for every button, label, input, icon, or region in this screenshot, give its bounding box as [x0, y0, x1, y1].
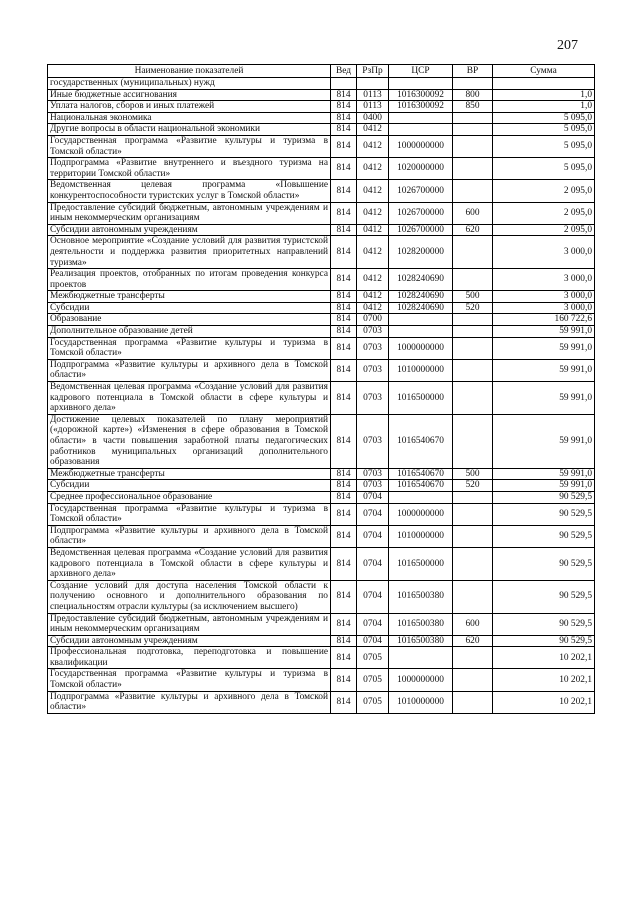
cell-name: государственных (муниципальных) нужд: [48, 78, 331, 90]
cell-ved: 814: [331, 691, 357, 713]
cell-vr: [453, 414, 493, 468]
table-row: [48, 224, 595, 236]
cell-vr: [453, 547, 493, 580]
table-row: [48, 314, 595, 326]
table-row: [48, 202, 595, 224]
cell-name: Государственная программа «Развитие культуры и туризма в Томской области»: [48, 669, 331, 691]
cell-sum: 5 095,0: [493, 112, 595, 124]
cell-name: Реализация проектов, отобранных по итогам проведения конкурса проектов: [48, 269, 331, 291]
cell-csr: 1010000000: [389, 525, 453, 547]
cell-name: Подпрограмма «Развитие внутреннего и въездного туризма на территории Томской области»: [48, 158, 331, 180]
cell-sum: 3 000,0: [493, 269, 595, 291]
cell-vr: [453, 580, 493, 613]
cell-vr: 620: [453, 224, 493, 236]
cell-rzpr: 0412: [357, 124, 389, 136]
cell-rzpr: 0704: [357, 503, 389, 525]
cell-rzpr: 0703: [357, 468, 389, 480]
cell-rzpr: 0704: [357, 635, 389, 647]
cell-sum: 1,0: [493, 101, 595, 113]
cell-name: Дополнительное образование детей: [48, 326, 331, 338]
cell-rzpr: 0700: [357, 314, 389, 326]
cell-rzpr: 0412: [357, 158, 389, 180]
cell-sum: 10 202,1: [493, 647, 595, 669]
cell-ved: 814: [331, 580, 357, 613]
cell-rzpr: 0704: [357, 547, 389, 580]
cell-ved: 814: [331, 112, 357, 124]
table-row: [48, 124, 595, 136]
cell-ved: 814: [331, 158, 357, 180]
page-number: 207: [557, 38, 578, 53]
table-row: [48, 491, 595, 503]
cell-vr: [453, 691, 493, 713]
cell-vr: 620: [453, 635, 493, 647]
cell-ved: 814: [331, 236, 357, 269]
cell-csr: 1016500000: [389, 382, 453, 415]
table-row: [48, 158, 595, 180]
cell-csr: 1026700000: [389, 202, 453, 224]
cell-vr: [453, 326, 493, 338]
cell-name: Субсидии автономным учреждениям: [48, 635, 331, 647]
cell-sum: 59 991,0: [493, 337, 595, 359]
header-name: Наименование показателей: [48, 65, 331, 78]
cell-sum: 90 529,5: [493, 503, 595, 525]
cell-sum: 10 202,1: [493, 669, 595, 691]
cell-sum: 59 991,0: [493, 480, 595, 492]
cell-vr: [453, 359, 493, 381]
cell-name: Межбюджетные трансферты: [48, 291, 331, 303]
cell-rzpr: 0412: [357, 180, 389, 202]
cell-csr: 1028200000: [389, 236, 453, 269]
cell-ved: 814: [331, 337, 357, 359]
cell-name: Создание условий для доступа населения Томской области к получению основного и дополнительного образования по специальностям отрасли культуры (за исключением высшего): [48, 580, 331, 613]
table-row: [48, 180, 595, 202]
cell-sum: 1,0: [493, 89, 595, 101]
cell-sum: 90 529,5: [493, 547, 595, 580]
cell-ved: 814: [331, 468, 357, 480]
cell-ved: 814: [331, 635, 357, 647]
cell-vr: 520: [453, 302, 493, 314]
cell-rzpr: 0412: [357, 202, 389, 224]
cell-ved: 814: [331, 135, 357, 157]
cell-ved: 814: [331, 314, 357, 326]
cell-name: Ведомственная целевая программа «Создание условий для развития кадрового потенциала в Томской области в сфере культуры и архивного дела»: [48, 547, 331, 580]
header-row: [48, 65, 595, 78]
cell-name: Среднее профессиональное образование: [48, 491, 331, 503]
cell-ved: 814: [331, 480, 357, 492]
cell-ved: 814: [331, 503, 357, 525]
cell-sum: 90 529,5: [493, 491, 595, 503]
table-row: [48, 613, 595, 635]
cell-sum: 90 529,5: [493, 580, 595, 613]
cell-rzpr: 0704: [357, 580, 389, 613]
header-rzpr: РзПр: [357, 65, 389, 78]
cell-name: Ведомственная целевая программа «Создание условий для развития кадрового потенциала в Томской области в сфере культуры и архивного дела»: [48, 382, 331, 415]
cell-csr: 1016540670: [389, 414, 453, 468]
cell-name: Подпрограмма «Развитие культуры и архивного дела в Томской области»: [48, 525, 331, 547]
cell-vr: [453, 124, 493, 136]
cell-sum: 90 529,5: [493, 525, 595, 547]
table-header: [48, 65, 595, 78]
cell-rzpr: 0412: [357, 302, 389, 314]
table-row: [48, 337, 595, 359]
cell-csr: [389, 647, 453, 669]
table-row: [48, 468, 595, 480]
cell-ved: 814: [331, 647, 357, 669]
table-row: [48, 547, 595, 580]
cell-sum: 3 000,0: [493, 291, 595, 303]
table-row: [48, 647, 595, 669]
cell-name: Межбюджетные трансферты: [48, 468, 331, 480]
cell-sum: 59 991,0: [493, 414, 595, 468]
cell-ved: 814: [331, 202, 357, 224]
cell-name: Уплата налогов, сборов и иных платежей: [48, 101, 331, 113]
cell-rzpr: 0705: [357, 647, 389, 669]
cell-rzpr: 0113: [357, 101, 389, 113]
cell-ved: 814: [331, 89, 357, 101]
table-row: [48, 326, 595, 338]
cell-rzpr: 0412: [357, 269, 389, 291]
cell-csr: 1016500380: [389, 613, 453, 635]
table-row: [48, 302, 595, 314]
cell-csr: 1000000000: [389, 337, 453, 359]
cell-vr: 600: [453, 202, 493, 224]
cell-sum: 59 991,0: [493, 468, 595, 480]
cell-name: Иные бюджетные ассигнования: [48, 89, 331, 101]
cell-vr: [453, 269, 493, 291]
cell-ved: 814: [331, 491, 357, 503]
cell-vr: [453, 491, 493, 503]
cell-ved: 814: [331, 124, 357, 136]
cell-rzpr: 0412: [357, 236, 389, 269]
table-row: [48, 269, 595, 291]
cell-name: Подпрограмма «Развитие культуры и архивного дела в Томской области»: [48, 359, 331, 381]
cell-ved: 814: [331, 547, 357, 580]
cell-rzpr: 0703: [357, 414, 389, 468]
cell-vr: [453, 135, 493, 157]
cell-csr: 1016300092: [389, 101, 453, 113]
cell-sum: 59 991,0: [493, 382, 595, 415]
cell-csr: 1016500000: [389, 547, 453, 580]
cell-name: Основное мероприятие «Создание условий для развития туристской деятельности и поддержка развития приоритетных направлений туризма»: [48, 236, 331, 269]
cell-csr: 1026700000: [389, 180, 453, 202]
cell-name: Предоставление субсидий бюджетным, автономным учреждениям и иным некоммерческим организациям: [48, 613, 331, 635]
cell-vr: [453, 337, 493, 359]
table-row: [48, 359, 595, 381]
cell-vr: [453, 382, 493, 415]
cell-csr: 1020000000: [389, 158, 453, 180]
cell-ved: 814: [331, 291, 357, 303]
cell-rzpr: 0400: [357, 112, 389, 124]
cell-name: Ведомственная целевая программа «Повышение конкурентоспособности туристских услуг в Томской области»: [48, 180, 331, 202]
cell-rzpr: 0705: [357, 669, 389, 691]
cell-csr: [389, 112, 453, 124]
cell-sum: [493, 78, 595, 90]
cell-name: Государственная программа «Развитие культуры и туризма в Томской области»: [48, 135, 331, 157]
cell-vr: [453, 314, 493, 326]
cell-csr: 1000000000: [389, 135, 453, 157]
cell-rzpr: 0703: [357, 326, 389, 338]
cell-sum: 3 000,0: [493, 236, 595, 269]
cell-rzpr: 0704: [357, 491, 389, 503]
cell-name: Субсидии: [48, 480, 331, 492]
cell-name: Национальная экономика: [48, 112, 331, 124]
table-row: [48, 236, 595, 269]
cell-ved: 814: [331, 382, 357, 415]
cell-vr: 600: [453, 613, 493, 635]
cell-rzpr: [357, 78, 389, 90]
cell-csr: [389, 124, 453, 136]
cell-rzpr: 0412: [357, 291, 389, 303]
cell-csr: 1028240690: [389, 302, 453, 314]
cell-ved: 814: [331, 180, 357, 202]
cell-sum: 59 991,0: [493, 359, 595, 381]
cell-sum: 90 529,5: [493, 635, 595, 647]
cell-sum: 90 529,5: [493, 613, 595, 635]
cell-name: Другие вопросы в области национальной экономики: [48, 124, 331, 136]
table-row: [48, 291, 595, 303]
cell-vr: [453, 158, 493, 180]
cell-sum: 5 095,0: [493, 124, 595, 136]
cell-ved: 814: [331, 302, 357, 314]
cell-csr: [389, 314, 453, 326]
header-ved: Вед: [331, 65, 357, 78]
cell-vr: [453, 503, 493, 525]
cell-sum: 160 722,6: [493, 314, 595, 326]
table-row: [48, 580, 595, 613]
table-row: [48, 503, 595, 525]
cell-rzpr: 0113: [357, 89, 389, 101]
cell-csr: 1028240690: [389, 269, 453, 291]
cell-name: Достижение целевых показателей по плану мероприятий («дорожной карте») «Изменения в сфере образования в Томской области» в части повышения заработной платы педагогических работников муниципальных организаций дополнительного образования: [48, 414, 331, 468]
header-vr: ВР: [453, 65, 493, 78]
cell-vr: [453, 647, 493, 669]
cell-csr: 1016500380: [389, 635, 453, 647]
cell-sum: 2 095,0: [493, 202, 595, 224]
cell-csr: 1010000000: [389, 691, 453, 713]
cell-csr: 1000000000: [389, 669, 453, 691]
cell-csr: 1016500380: [389, 580, 453, 613]
table-row: [48, 78, 595, 90]
cell-name: Государственная программа «Развитие культуры и туризма в Томской области»: [48, 337, 331, 359]
cell-ved: 814: [331, 613, 357, 635]
header-csr: ЦСР: [389, 65, 453, 78]
cell-name: Образование: [48, 314, 331, 326]
cell-vr: 800: [453, 89, 493, 101]
table-row: [48, 135, 595, 157]
table-row: [48, 89, 595, 101]
cell-sum: 3 000,0: [493, 302, 595, 314]
table-row: [48, 669, 595, 691]
cell-csr: 1016300092: [389, 89, 453, 101]
cell-ved: 814: [331, 224, 357, 236]
cell-vr: [453, 180, 493, 202]
cell-name: Субсидии: [48, 302, 331, 314]
cell-ved: [331, 78, 357, 90]
cell-vr: [453, 78, 493, 90]
cell-sum: 2 095,0: [493, 224, 595, 236]
table-row: [48, 480, 595, 492]
cell-name: Субсидии автономным учреждениям: [48, 224, 331, 236]
cell-name: Государственная программа «Развитие культуры и туризма в Томской области»: [48, 503, 331, 525]
cell-csr: 1010000000: [389, 359, 453, 381]
cell-rzpr: 0705: [357, 691, 389, 713]
cell-sum: 5 095,0: [493, 158, 595, 180]
table-row: [48, 101, 595, 113]
cell-name: Предоставление субсидий бюджетным, автономным учреждениям и иным некоммерческим организациям: [48, 202, 331, 224]
table-body: [48, 78, 595, 714]
cell-rzpr: 0703: [357, 382, 389, 415]
cell-vr: 520: [453, 480, 493, 492]
cell-vr: 500: [453, 291, 493, 303]
cell-csr: [389, 326, 453, 338]
cell-rzpr: 0412: [357, 224, 389, 236]
cell-csr: 1026700000: [389, 224, 453, 236]
cell-sum: 5 095,0: [493, 135, 595, 157]
cell-rzpr: 0703: [357, 480, 389, 492]
cell-ved: 814: [331, 525, 357, 547]
cell-sum: 2 095,0: [493, 180, 595, 202]
table-row: [48, 414, 595, 468]
cell-csr: 1000000000: [389, 503, 453, 525]
cell-vr: [453, 669, 493, 691]
cell-sum: 59 991,0: [493, 326, 595, 338]
table-row: [48, 382, 595, 415]
cell-csr: [389, 78, 453, 90]
cell-vr: 850: [453, 101, 493, 113]
cell-csr: [389, 491, 453, 503]
cell-vr: [453, 525, 493, 547]
cell-ved: 814: [331, 359, 357, 381]
cell-ved: 814: [331, 669, 357, 691]
cell-vr: [453, 112, 493, 124]
cell-ved: 814: [331, 269, 357, 291]
cell-csr: 1016540670: [389, 480, 453, 492]
cell-name: Подпрограмма «Развитие культуры и архивного дела в Томской области»: [48, 691, 331, 713]
cell-rzpr: 0703: [357, 337, 389, 359]
table-row: [48, 525, 595, 547]
cell-name: Профессиональная подготовка, переподготовка и повышение квалификации: [48, 647, 331, 669]
cell-ved: 814: [331, 414, 357, 468]
budget-table: [47, 64, 595, 714]
table-row: [48, 112, 595, 124]
cell-csr: 1016540670: [389, 468, 453, 480]
cell-rzpr: 0703: [357, 359, 389, 381]
table-row: [48, 635, 595, 647]
cell-ved: 814: [331, 326, 357, 338]
cell-vr: 500: [453, 468, 493, 480]
cell-ved: 814: [331, 101, 357, 113]
cell-rzpr: 0704: [357, 525, 389, 547]
table-row: [48, 691, 595, 713]
cell-vr: [453, 236, 493, 269]
cell-rzpr: 0412: [357, 135, 389, 157]
cell-rzpr: 0704: [357, 613, 389, 635]
cell-csr: 1028240690: [389, 291, 453, 303]
cell-sum: 10 202,1: [493, 691, 595, 713]
header-sum: Сумма: [493, 65, 595, 78]
